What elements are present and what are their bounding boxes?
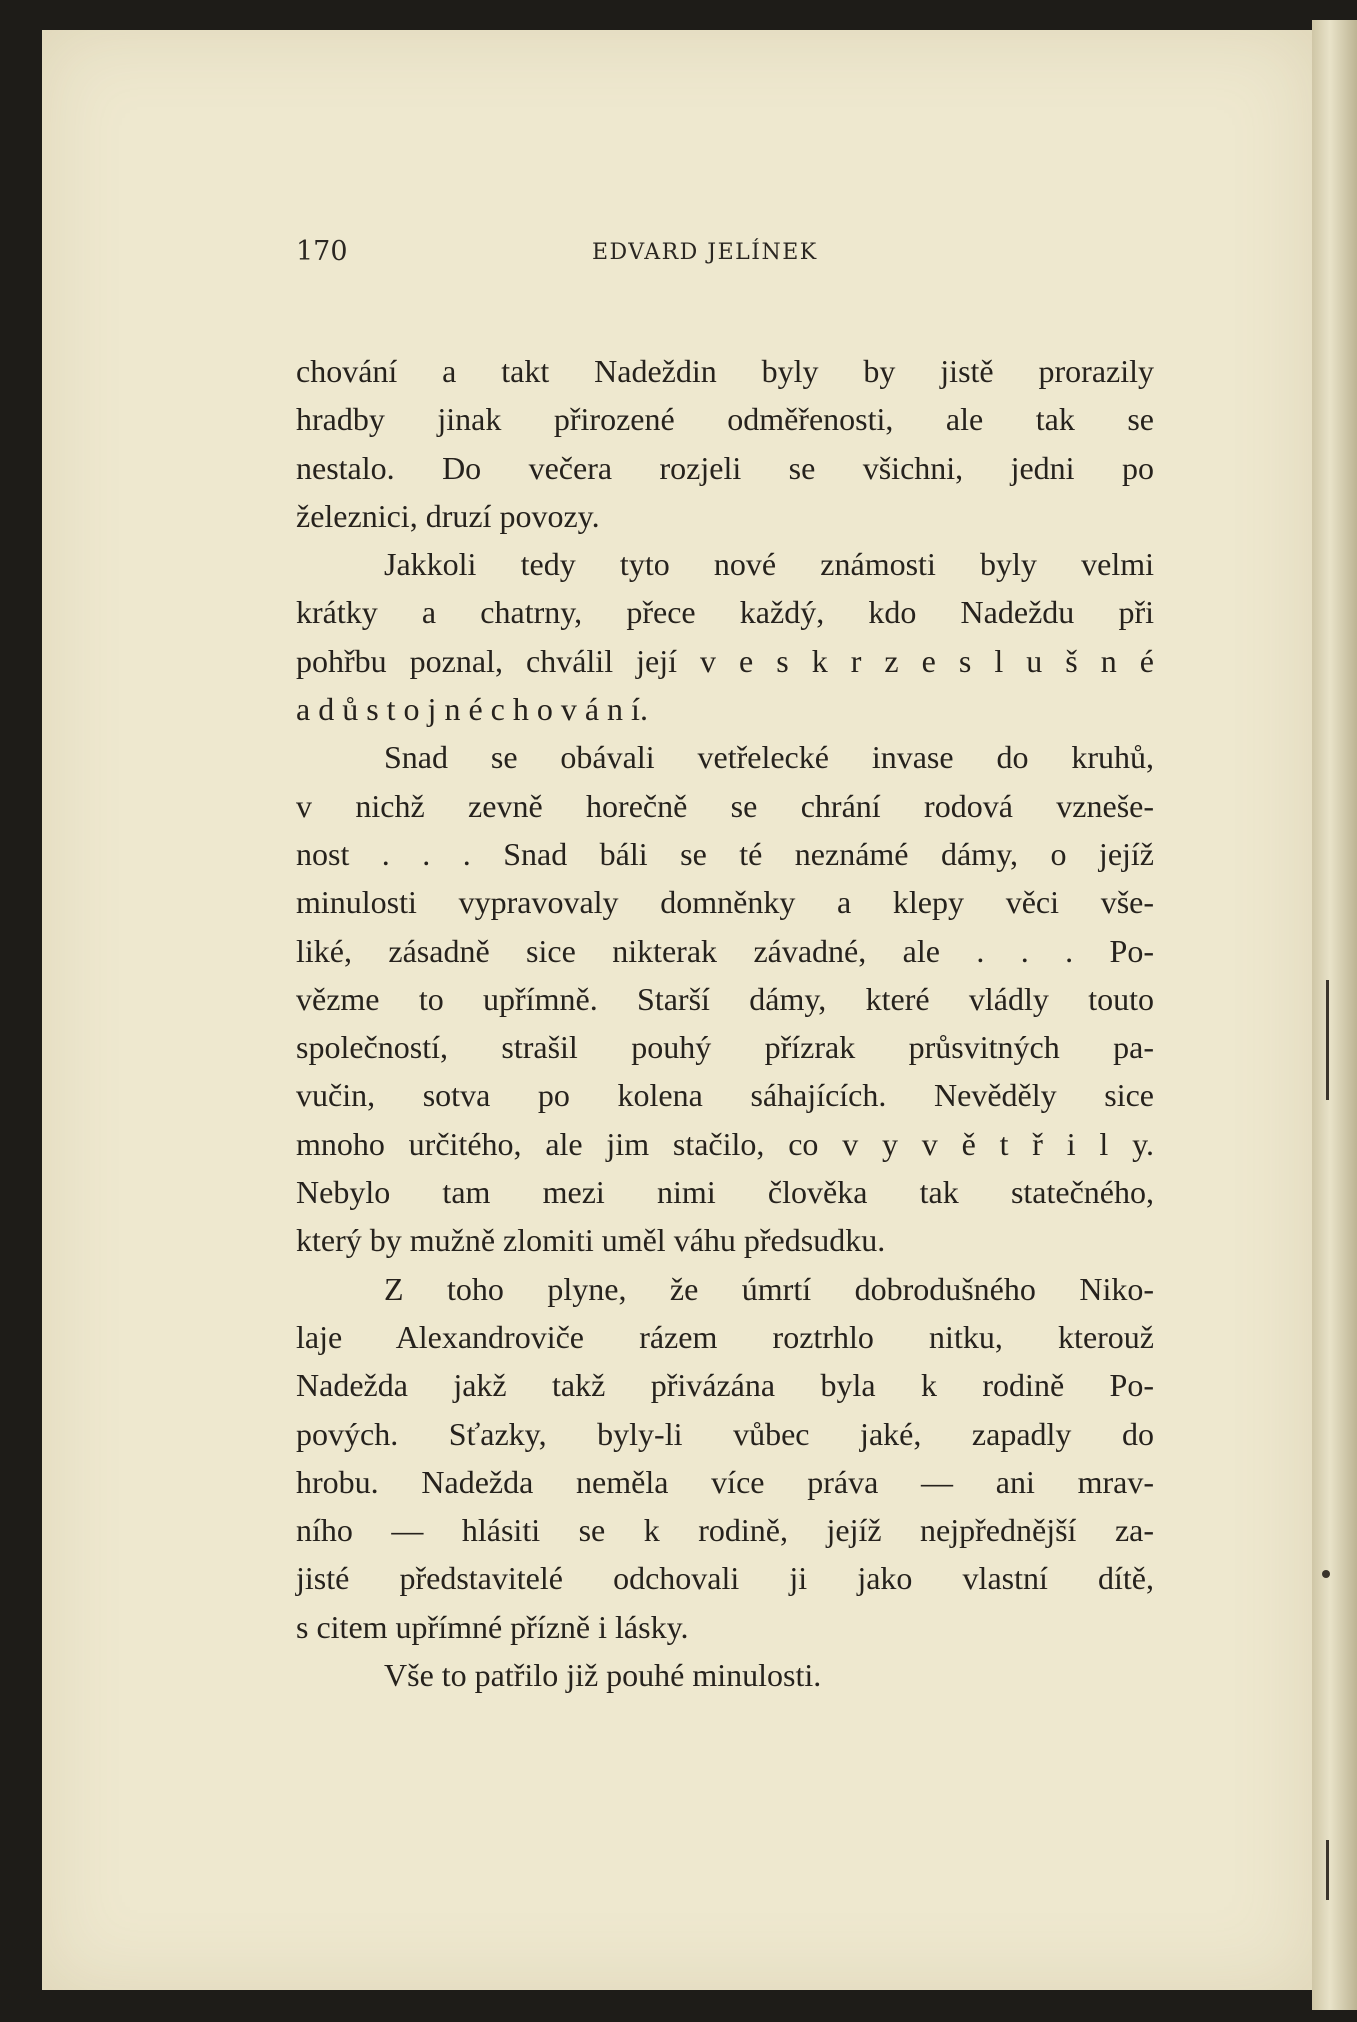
text-line: jisté představitelé odchovali ji jako vlastní dítě, (296, 1560, 1154, 1597)
text-line: vučin, sotva po kolena sáhajících. Nevěděly sice (296, 1077, 1154, 1114)
text-line: laje Alexandroviče rázem roztrhlo nitku, kterouž (296, 1318, 1154, 1355)
margin-mark (1326, 1840, 1329, 1900)
text-line: chování a takt Nadeždin byly by jistě prorazily (296, 353, 1154, 389)
text-line: Snad se obávali vetřelecké invase do kruhů, (384, 739, 1154, 776)
text-line: Jakkoli tedy tyto nové známosti byly velmi (384, 546, 1154, 583)
text-line: Vše to patřilo již pouhé minulosti. (384, 1657, 822, 1694)
margin-mark (1326, 980, 1329, 1100)
text-line: který by mužně zlomiti uměl váhu předsudku. (296, 1222, 886, 1259)
text-line: vězme to upřímně. Starší dámy, které vládly touto (296, 980, 1154, 1017)
page-number: 170 (296, 236, 348, 267)
text-line: nost . . . Snad báli se té neznámé dámy, o jejíž (296, 835, 1154, 872)
text-line: krátky a chatrny, přece každý, kdo Nadeždu při (296, 594, 1154, 631)
text-line: hrobu. Nadežda neměla více práva — ani mrav- (296, 1463, 1154, 1500)
text-line: společností, strašil pouhý přízrak průsvitných pa- (296, 1029, 1154, 1066)
text-line: Nadežda jakž takž přivázána byla k rodině Po- (296, 1367, 1154, 1404)
text-line: a d ů s t o j n é c h o v á n í. (296, 691, 648, 728)
text-line: v nichž zevně horečně se chrání rodová vzneše- (296, 787, 1154, 824)
text-line: pohřbu poznal, chválil její v e s k r z e s l u š n é (296, 642, 1154, 679)
body-text (296, 347, 1154, 1699)
margin-mark (1322, 1570, 1330, 1578)
text-line: nestalo. Do večera rozjeli se všichni, jedni po (296, 449, 1154, 486)
text-line: ního — hlásiti se k rodině, jejíž nejpřednější za- (296, 1512, 1154, 1549)
text-line: minulosti vypravovaly domněnky a klepy věci vše- (296, 884, 1154, 921)
page-header (296, 236, 1166, 276)
text-line: liké, zásadně sice nikterak závadné, ale . . . Po- (296, 932, 1154, 969)
page-edge (1312, 20, 1357, 2010)
text-line: s citem upřímné přízně i lásky. (296, 1608, 689, 1645)
text-line: železnici, druzí povozy. (296, 497, 600, 534)
text-line: Nebylo tam mezi nimi člověka tak statečného, (296, 1174, 1154, 1211)
running-head: EDVARD JELÍNEK (592, 240, 818, 265)
text-line: Z toho plyne, že úmrtí dobrodušného Niko- (384, 1270, 1154, 1307)
text-line: hradby jinak přirozené odměřenosti, ale tak se (296, 401, 1154, 438)
text-line: pových. Sťazky, byly-li vůbec jaké, zapadly do (296, 1415, 1154, 1452)
text-line: mnoho určitého, ale jim stačilo, co v y v ě t ř i l y. (296, 1125, 1154, 1162)
